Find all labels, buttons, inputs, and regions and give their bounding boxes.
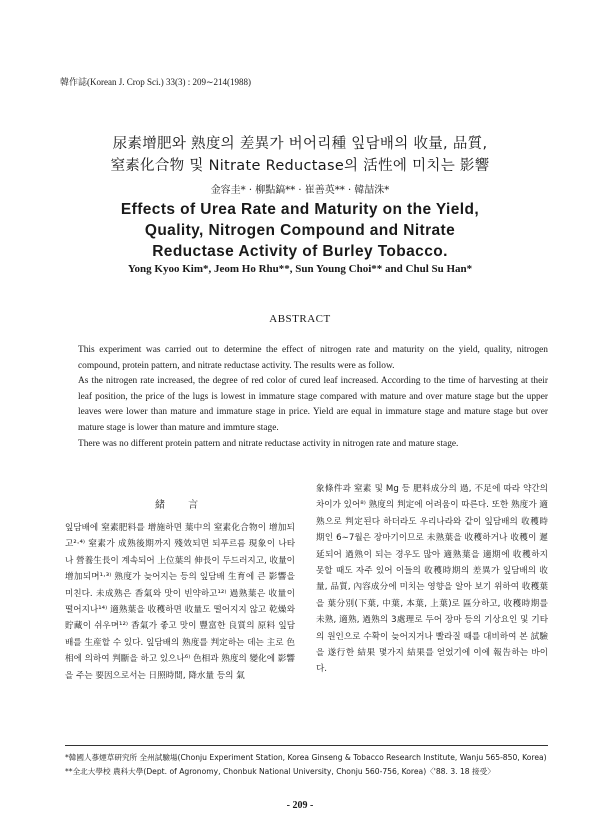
abstract-paragraph-2: As the nitrogen rate increased, the degree of red color of cured leaf increased. According to the time of harvesting at their leaf position, the price of the lugs is lowest in immature stage compared with mature and over mature stage but the upper leaves were lower than mature and immature stage in price. Yield are equal in immature stage and mature stage but over mature stage is lower than mature and immture stage. [78, 376, 548, 433]
korean-title-line-2: 窒素化合物 및 Nitrate Reductase의 活性에 미치는 影響 [110, 158, 490, 174]
introduction-heading: 緒 言 [155, 500, 209, 511]
footnotes [65, 752, 555, 777]
journal-reference: 韓作誌(Korean J. Crop Sci.) 33(3) : 209∼214(1988) [60, 77, 252, 87]
footnote-affiliation-1: *韓國人蔘煙草硏究所 全州試驗場(Chonju Experiment Station, Korea Ginseng & Tobacco Research Institute, Wanju 565-850, Korea) [65, 753, 547, 762]
page-number: - 209 - [286, 800, 314, 811]
footnote-divider [65, 745, 548, 746]
footnote-affiliation-2: **全北大學校 農科大學(Dept. of Agronomy, Chonbuk National University, Chonju 560-756, Korea)〈'88. 3. 18 接受〉 [65, 766, 495, 776]
left-column-text: 잎담배에 窒素肥料를 增施하면 葉中의 窒素化合物이 增加되고²·⁴⁾ 窒素가 成熟後期까지 殘效되면 되푸르름 現象이 나타나 營養生長이 계속되어 上位葉의 伸長이 두드러지고, 收量이 增加되며¹·³⁾ 熟度가 늦어지는 등의 잎담배 生育에 큰 影響을 미친다. 未成熟은 香氣와 맛이 빈약하고¹²⁾ 過熟葉은 收量이 떨어지나¹⁴⁾ 適熟葉을 收穫하면 收量도 떨어지지 않고 乾燥와 貯藏이 쉬우며¹²⁾ 香氣가 좋고 맛이 豐富한 良質의 原料 잎담배를 生産할 수 있다. 잎담배의 熟度를 判定하는 데는 主로 色相에 의하여 判斷을 하고 있으나⁶⁾ 色相과 熟度의 變化에 影響을 주는 要因으로서는 日照時間, 降水量 등의 氣 [65, 523, 295, 681]
abstract-heading: ABSTRACT [269, 313, 331, 325]
korean-title-line-1: 尿素增肥와 熟度의 差異가 버어리種 잎담배의 收量, 品質, [112, 136, 488, 152]
english-authors: Yong Kyoo Kim*, Jeom Ho Rhu**, Sun Young Choi** and Chul Su Han* [127, 263, 473, 275]
english-title-line-1: Effects of Urea Rate and Maturity on the Yield, [120, 201, 480, 218]
english-title-line-2: Quality, Nitrogen Compound and Nitrate [144, 222, 456, 239]
right-column-text: 象條件과 窒素 및 Mg 등 肥料成分의 過, 不足에 따라 약간의 차이가 있어⁸⁾ 熟度의 判定에 어려움이 따른다. 또한 熟度가 適熟으로 判定된다 하더라도 우리나라와 같이 잎담배의 收穫時期인 6∼7월은 장마기이므로 未熟葉을 收穫하거나 收穫이 遲延되어 過熟이 되는 경우도 많아 適熟葉을 適期에 收穫하지 못할 때도 자주 있어 이들의 收穫時期의 差異가 잎담배의 收量, 品質, 內容成分에 미치는 영향을 알아 보기 위하여 收穫葉을 葉分別(下葉, 中葉, 本葉, 上葉)로 區分하고, 收穫時期를 未熟, 適熟, 過熟의 3處理로 두어 장마 등의 기상요인 및 기타의 원인으로 수확이 늦어지거나 빨라질 때를 대비하여 본 試驗을 遂行한 結果 몇가지 結果를 얻었기에 이에 報告하는 바이다. [316, 484, 548, 675]
abstract-body [78, 343, 548, 452]
korean-authors: 金容圭* · 柳點鎬** · 崔善英** · 韓喆洙* [210, 185, 390, 196]
english-title-line-3: Reductase Activity of Burley Tobacco. [152, 243, 448, 260]
abstract-paragraph-1: This experiment was carried out to determine the effect of nitrogen rate and maturity on the yield, quality, nitrogen compound, protein pattern, and nitrate reductase activity. The results were as follow. [78, 345, 548, 371]
abstract-paragraph-3: There was no different protein pattern and nitrate reductase activity in nitrogen rate and mature stage. [78, 438, 459, 449]
